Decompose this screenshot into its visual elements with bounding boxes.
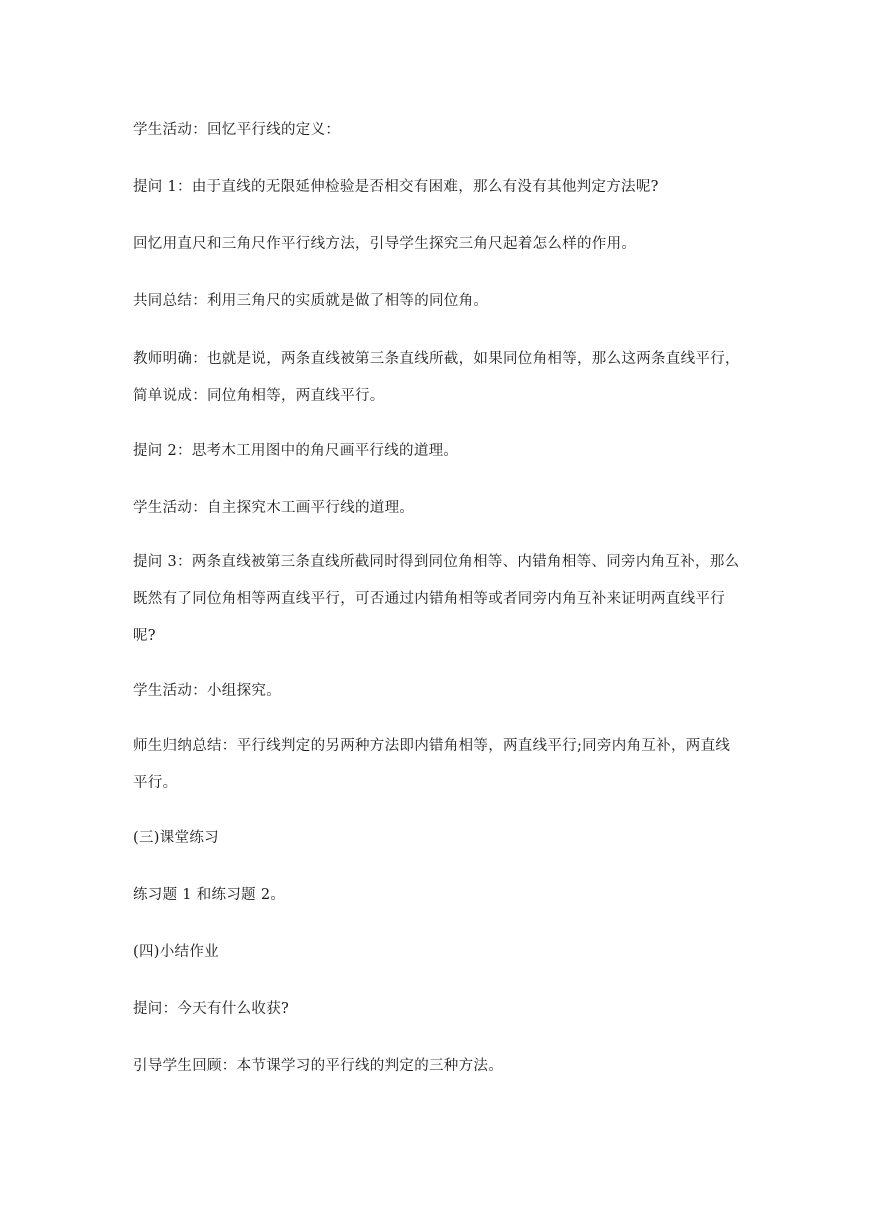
- paragraph-joint-summary: 共同总结：利用三角尺的实质就是做了相等的同位角。: [133, 293, 489, 309]
- paragraph-question-3: 提问 3：两条直线被第三条直线所截同时得到同位角相等、内错角相等、同旁内角互补，那么既然有了同位角相等两直线平行，可否通过内错角相等或者同旁内角互补来证明两直线平行呢?: [133, 554, 740, 644]
- paragraph-teacher-clarify: 教师明确：也就是说，两条直线被第三条直线所截，如果同位角相等，那么这两条直线平行，简单说成：同位角相等，两直线平行。: [133, 351, 740, 404]
- paragraph-recall-ruler: 回忆用直尺和三角尺作平行线方法，引导学生探究三角尺起着怎么样的作用。: [133, 236, 637, 252]
- paragraph-student-activity-2: 学生活动：自主探究木工画平行线的道理。: [133, 500, 415, 516]
- paragraph-review: 引导学生回顾：本节课学习的平行线的判定的三种方法。: [133, 1058, 503, 1074]
- section-heading-practice: (三)课堂练习: [133, 830, 219, 846]
- section-heading-homework: (四)小结作业: [133, 944, 219, 960]
- paragraph-summary: 师生归纳总结：平行线判定的另两种方法即内错角相等，两直线平行;同旁内角互补，两直线平行。: [133, 738, 731, 791]
- paragraph-question-2: 提问 2：思考木工用图中的角尺画平行线的道理。: [133, 443, 459, 459]
- paragraph-student-activity-3: 学生活动：小组探究。: [133, 683, 281, 699]
- paragraph-exercises: 练习题 1 和练习题 2。: [133, 887, 286, 903]
- paragraph-question-1: 提问 1：由于直线的无限延伸检验是否相交有困难，那么有没有其他判定方法呢?: [133, 179, 659, 195]
- paragraph-question-harvest: 提问：今天有什么收获?: [133, 1001, 290, 1017]
- paragraph-student-activity-1: 学生活动：回忆平行线的定义：: [133, 122, 341, 138]
